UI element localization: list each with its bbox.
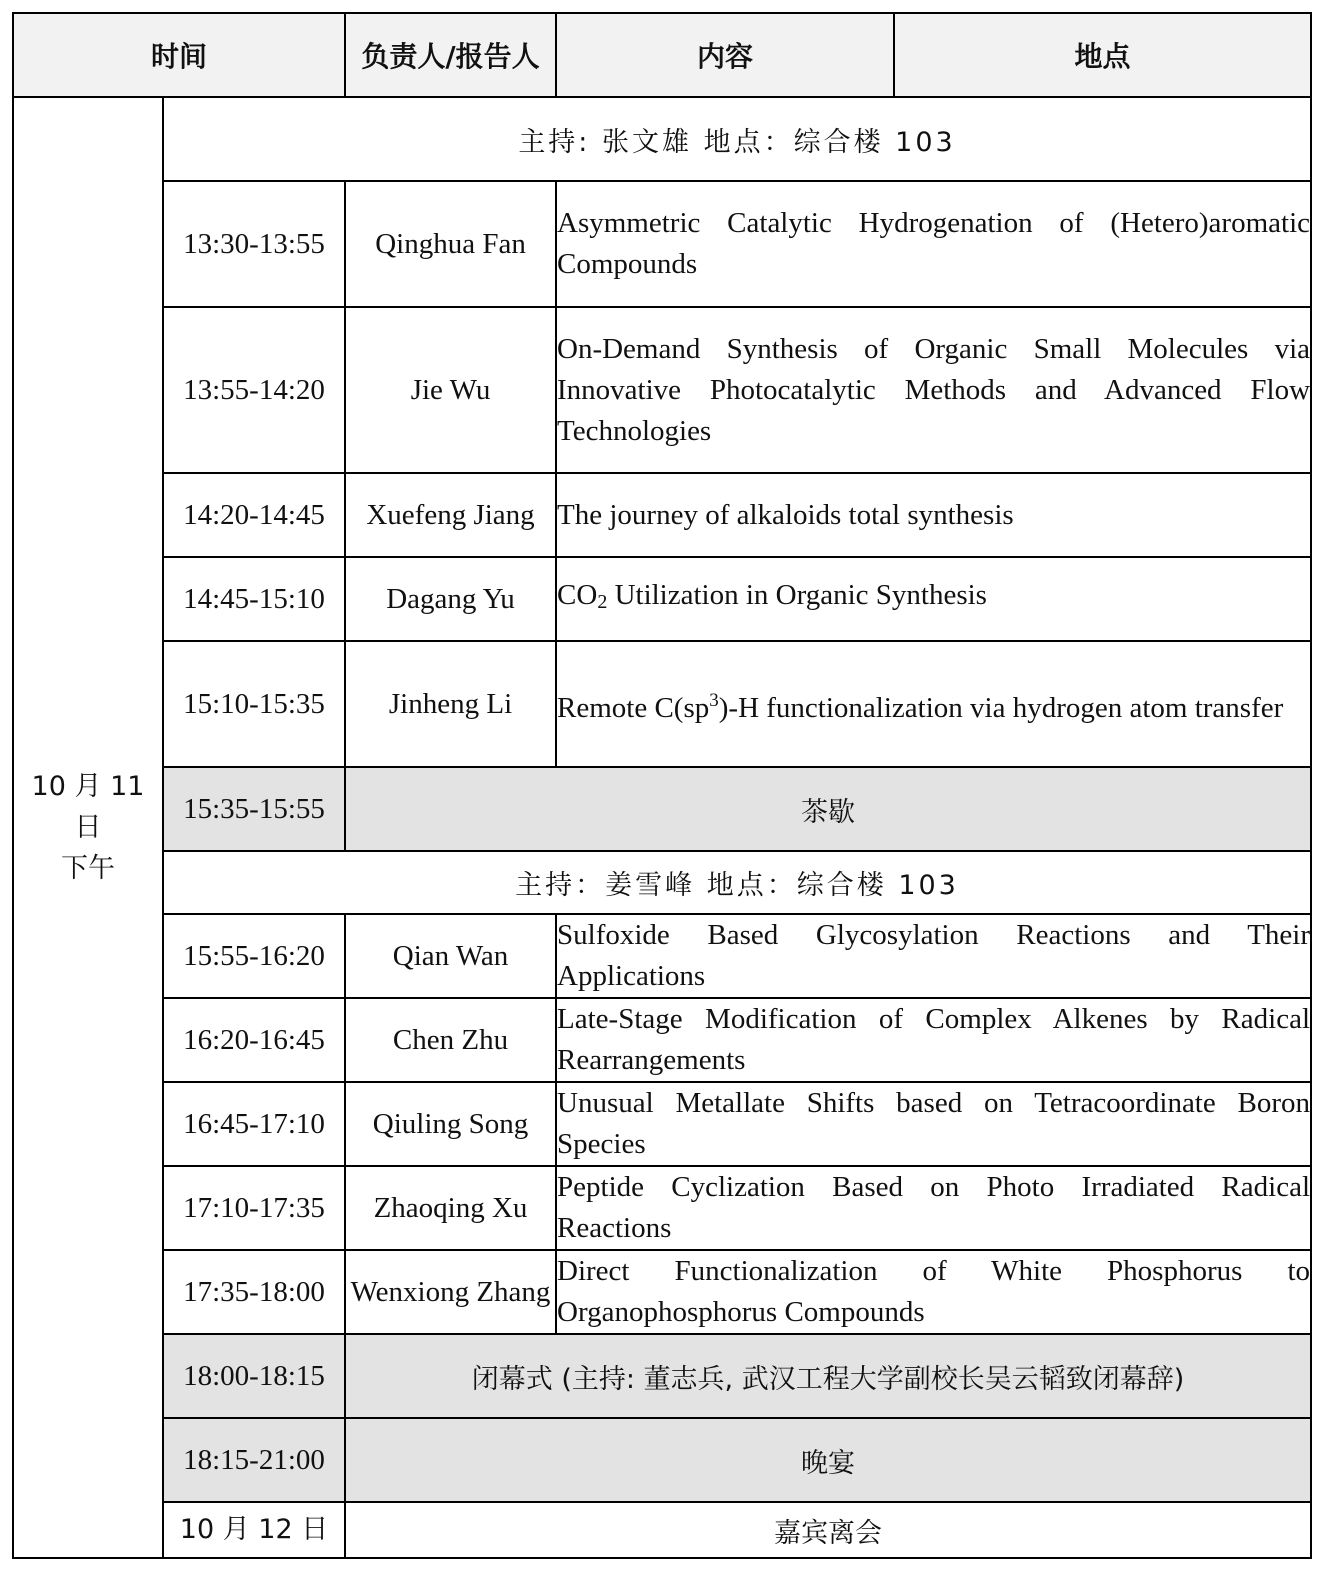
table-row — [13, 1166, 1311, 1250]
talk-time: 14:20-14:45 — [163, 473, 345, 557]
day2-label: 嘉宾离会 — [345, 1502, 1311, 1558]
day2-row — [13, 1502, 1311, 1558]
talk-time: 17:35-18:00 — [163, 1250, 345, 1334]
talk-speaker: Qian Wan — [345, 914, 556, 998]
talk-title-superscript: 3 — [709, 689, 719, 711]
schedule-table — [12, 12, 1312, 1559]
talk-time: 15:55-16:20 — [163, 914, 345, 998]
talk-title: On-Demand Synthesis of Organic Small Molecules via Innovative Photocatalytic Methods and Advanced Flow Technologies — [556, 307, 1311, 473]
talk-title — [556, 641, 1311, 767]
table-row — [13, 998, 1311, 1082]
talk-speaker: Qiuling Song — [345, 1082, 556, 1166]
session1-chair: 主持: 张文雄 地点：综合楼 103 — [163, 97, 1311, 181]
header-time: 时间 — [13, 13, 345, 97]
header-venue: 地点 — [894, 13, 1311, 97]
talk-speaker: Xuefeng Jiang — [345, 473, 556, 557]
date-oct11-period: 下午 — [61, 853, 115, 884]
talk-time: 14:45-15:10 — [163, 557, 345, 641]
talk-speaker: Jie Wu — [345, 307, 556, 473]
talk-speaker: Wenxiong Zhang — [345, 1250, 556, 1334]
tea-break-row — [13, 767, 1311, 851]
talk-speaker: Qinghua Fan — [345, 181, 556, 307]
talk-title-part: Remote C(sp — [557, 691, 710, 724]
table-row — [13, 1082, 1311, 1166]
date-oct11: 10 月 11 日 — [31, 771, 145, 843]
closing-row — [13, 1334, 1311, 1418]
header-speaker: 负责人/报告人 — [345, 13, 556, 97]
tea-break-label: 茶歇 — [345, 767, 1311, 851]
talk-title: Direct Functionalization of White Phosphorus to Organophosphorus Compounds — [556, 1250, 1311, 1334]
tea-break-time: 15:35-15:55 — [163, 767, 345, 851]
table-row — [13, 181, 1311, 307]
talk-title: Asymmetric Catalytic Hydrogenation of (Hetero)aromatic Compounds — [556, 181, 1311, 307]
closing-label: 闭幕式 (主持: 董志兵, 武汉工程大学副校长吴云韬致闭幕辞) — [345, 1334, 1311, 1418]
talk-time: 17:10-17:35 — [163, 1166, 345, 1250]
table-row — [13, 557, 1311, 641]
talk-speaker: Chen Zhu — [345, 998, 556, 1082]
session-chair-row — [13, 97, 1311, 181]
table-row — [13, 307, 1311, 473]
table-row — [13, 473, 1311, 557]
talk-title-subscript: 2 — [597, 591, 608, 613]
talk-title: Peptide Cyclization Based on Photo Irradiated Radical Reactions — [556, 1166, 1311, 1250]
table-row — [13, 1250, 1311, 1334]
talk-speaker: Zhaoqing Xu — [345, 1166, 556, 1250]
closing-time: 18:00-18:15 — [163, 1334, 345, 1418]
talk-title: Sulfoxide Based Glycosylation Reactions and Their Applications — [556, 914, 1311, 998]
date-cell-oct11 — [13, 97, 163, 1558]
talk-time: 16:20-16:45 — [163, 998, 345, 1082]
talk-speaker: Jinheng Li — [345, 641, 556, 767]
banquet-label: 晚宴 — [345, 1418, 1311, 1502]
talk-title: Unusual Metallate Shifts based on Tetracoordinate Boron Species — [556, 1082, 1311, 1166]
talk-title-part: )-H functionalization via hydrogen atom transfer — [718, 691, 1284, 724]
banquet-time: 18:15-21:00 — [163, 1418, 345, 1502]
table-row — [13, 641, 1311, 767]
talk-time: 16:45-17:10 — [163, 1082, 345, 1166]
date-oct12: 10 月 12 日 — [163, 1502, 345, 1558]
talk-title: Late-Stage Modification of Complex Alkenes by Radical Rearrangements — [556, 998, 1311, 1082]
table-row — [13, 914, 1311, 998]
talk-speaker: Dagang Yu — [345, 557, 556, 641]
session2-chair: 主持：姜雪峰 地点：综合楼 103 — [163, 851, 1311, 914]
talk-time: 15:10-15:35 — [163, 641, 345, 767]
talk-time: 13:30-13:55 — [163, 181, 345, 307]
talk-title: The journey of alkaloids total synthesis — [556, 473, 1311, 557]
talk-title — [556, 557, 1311, 641]
talk-title-part: CO — [557, 579, 598, 611]
header-content: 内容 — [556, 13, 894, 97]
talk-time: 13:55-14:20 — [163, 307, 345, 473]
banquet-row — [13, 1418, 1311, 1502]
session-chair-row — [13, 851, 1311, 914]
header-row — [13, 13, 1311, 97]
talk-title-part: Utilization in Organic Synthesis — [607, 579, 987, 611]
